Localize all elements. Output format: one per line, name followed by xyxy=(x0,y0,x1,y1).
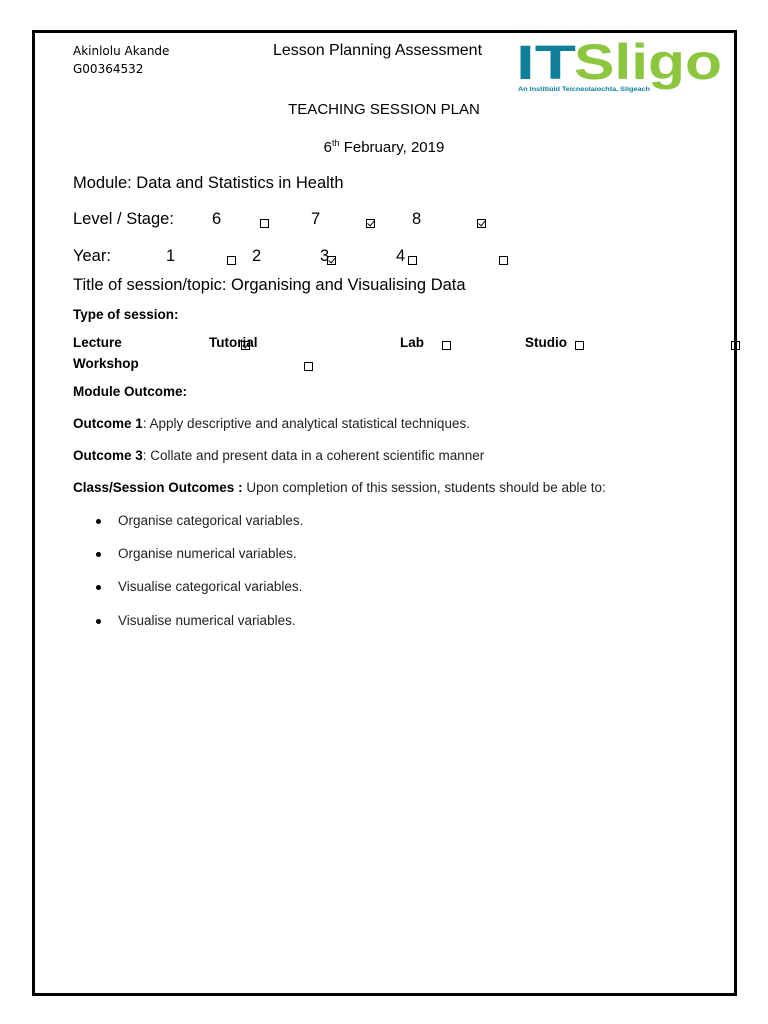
list-item: Visualise numerical variables. xyxy=(118,613,296,628)
session-type-tutorial: Tutorial xyxy=(209,335,258,350)
module-outcome-label: Module Outcome: xyxy=(73,384,187,399)
list-item: Organise categorical variables. xyxy=(118,513,304,528)
year-label: Year: xyxy=(73,247,111,265)
session-type-lab: Lab xyxy=(400,335,425,350)
level-option-7: 7 xyxy=(311,210,321,228)
year-4-checkbox[interactable] xyxy=(499,256,508,265)
outcome-1: Outcome 1: Apply descriptive and analytical statistical techniques. xyxy=(73,416,470,431)
it-sligo-logo xyxy=(516,34,724,96)
tutorial-checkbox[interactable] xyxy=(442,341,451,350)
year-option-1: 1 xyxy=(166,247,176,265)
plan-title: TEACHING SESSION PLAN xyxy=(288,101,480,118)
author-name: Akinlolu Akande xyxy=(73,44,170,58)
session-type-workshop: Workshop xyxy=(73,356,139,371)
year-1-checkbox[interactable] xyxy=(227,256,236,265)
author-id: G00364532 xyxy=(73,62,144,76)
studio-checkbox[interactable] xyxy=(731,341,740,350)
bullet-icon xyxy=(96,552,101,557)
session-type-label: Type of session: xyxy=(73,307,179,322)
session-topic: Title of session/topic: Organising and Visualising Data xyxy=(73,276,466,294)
list-item: Visualise categorical variables. xyxy=(118,579,303,594)
bullet-icon xyxy=(96,519,101,524)
level-8-checkbox[interactable] xyxy=(477,219,486,228)
logo-brand-text: Sligo xyxy=(574,34,722,90)
outcome-3: Outcome 3: Collate and present data in a coherent scientific manner xyxy=(73,448,485,463)
logo-tagline: An Institiúid Teicneolaíochta, Sligeach xyxy=(518,86,651,93)
year-option-2: 2 xyxy=(252,247,262,265)
bullet-icon xyxy=(96,585,101,590)
year-option-3: 3 xyxy=(320,247,330,265)
class-outcomes-intro: Class/Session Outcomes : Upon completion of this session, students should be able to: xyxy=(73,480,606,495)
document-header-title: Lesson Planning Assessment xyxy=(273,42,483,59)
session-type-studio: Studio xyxy=(525,335,567,350)
lab-checkbox[interactable] xyxy=(575,341,584,350)
year-option-4: 4 xyxy=(396,247,406,265)
it-sligo-logo-graphic xyxy=(516,34,724,96)
level-label: Level / Stage: xyxy=(73,210,174,228)
level-7-checkbox[interactable] xyxy=(366,219,375,228)
module-title: Module: Data and Statistics in Health xyxy=(73,174,344,192)
bullet-icon xyxy=(96,619,101,624)
session-type-lecture: Lecture xyxy=(73,335,122,350)
plan-date: 6th February, 2019 xyxy=(323,138,445,156)
list-item: Organise numerical variables. xyxy=(118,546,297,561)
level-option-6: 6 xyxy=(212,210,222,228)
logo-it-text: IT xyxy=(516,37,576,90)
level-6-checkbox[interactable] xyxy=(260,219,269,228)
year-3-checkbox[interactable] xyxy=(408,256,417,265)
workshop-checkbox[interactable] xyxy=(304,362,313,371)
level-option-8: 8 xyxy=(412,210,422,228)
